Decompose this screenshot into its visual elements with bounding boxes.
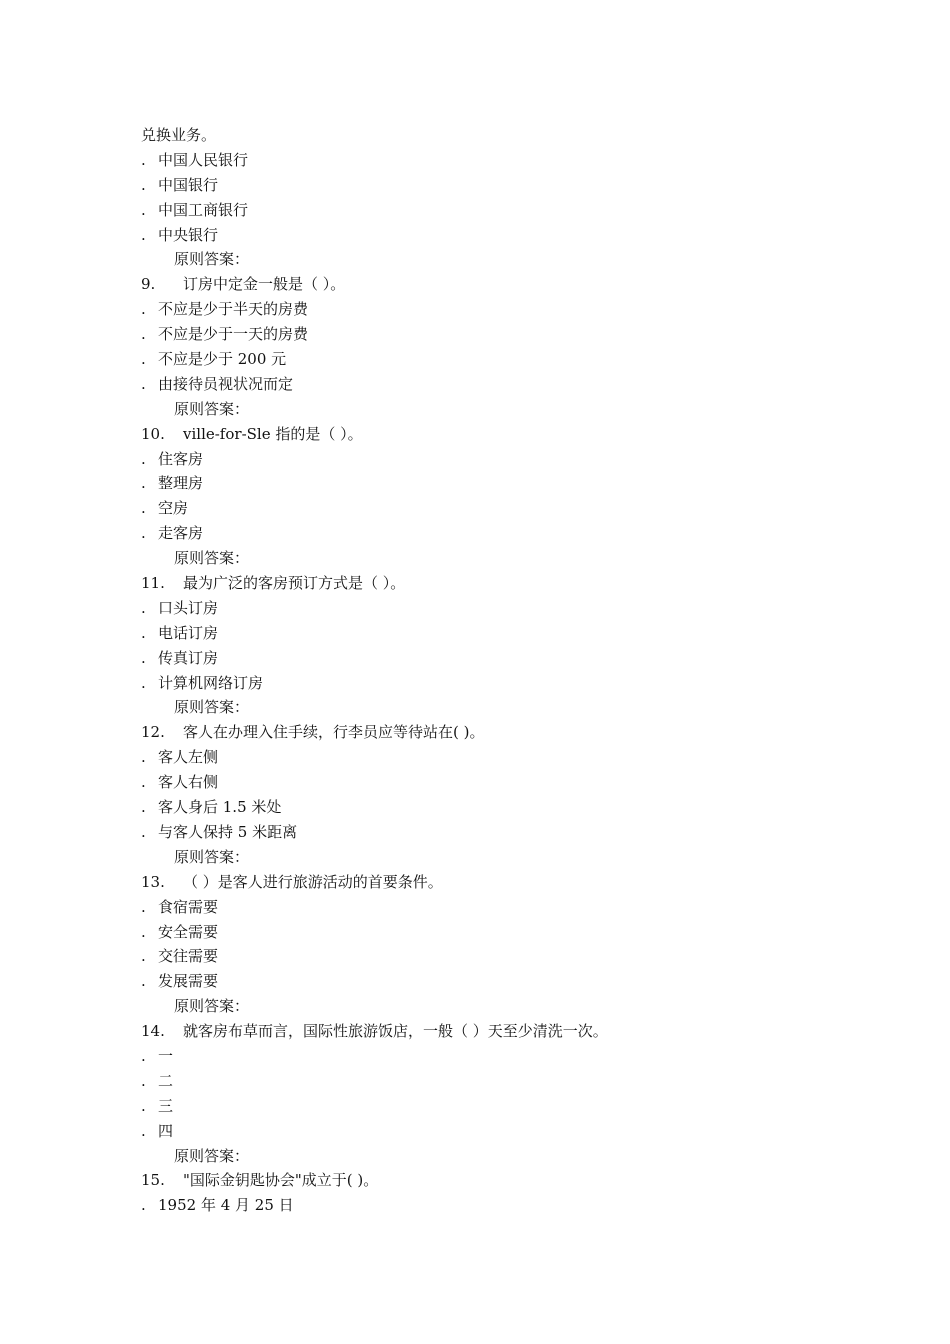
answer-option	[141, 795, 841, 820]
option-text: 走客房	[158, 524, 204, 543]
answer-option	[141, 1094, 841, 1119]
question-number: 11.	[141, 574, 165, 593]
option-bullet: .	[141, 524, 146, 543]
option-bullet: .	[141, 350, 146, 369]
question-10	[141, 422, 841, 447]
option-bullet: .	[141, 822, 146, 841]
option-text: 中国人民银行	[158, 150, 249, 169]
answer-option	[141, 447, 841, 472]
option-text: 四	[158, 1121, 174, 1140]
answer-option	[141, 347, 841, 372]
option-bullet: .	[141, 1046, 146, 1065]
answer-option	[141, 671, 841, 696]
standard-answer-label: 原则答案：	[174, 847, 250, 866]
option-bullet: .	[141, 499, 146, 518]
option-bullet: .	[141, 1196, 146, 1215]
answer-option	[141, 944, 841, 969]
option-text: 中央银行	[158, 225, 219, 244]
option-bullet: .	[141, 897, 146, 916]
option-bullet: .	[141, 449, 146, 468]
question-15	[141, 1168, 841, 1193]
option-text: 客人左侧	[158, 748, 219, 767]
option-bullet: .	[141, 225, 146, 244]
answer-option	[141, 496, 841, 521]
answer-option	[141, 1193, 841, 1218]
option-bullet: .	[141, 773, 146, 792]
question-text: "国际金钥匙协会"成立于( )。	[183, 1171, 379, 1190]
answer-option	[141, 770, 841, 795]
standard-answer-label: 原则答案：	[174, 997, 250, 1016]
standard-answer-label: 原则答案：	[174, 549, 250, 568]
option-text: 口头订房	[158, 598, 219, 617]
question-text: 最为广泛的客房预订方式是（ ）。	[183, 574, 406, 593]
option-text: 中国银行	[158, 175, 219, 194]
option-text: 电话订房	[158, 623, 219, 642]
option-text: 由接待员视状况而定	[158, 374, 294, 393]
option-bullet: .	[141, 623, 146, 642]
answer-option	[141, 297, 841, 322]
question-number: 14.	[141, 1022, 165, 1041]
question-number: 9.	[141, 275, 156, 294]
question-12	[141, 720, 841, 745]
option-text: 食宿需要	[158, 897, 219, 916]
option-bullet: .	[141, 374, 146, 393]
option-bullet: .	[141, 947, 146, 966]
answer-option	[141, 621, 841, 646]
option-bullet: .	[141, 1096, 146, 1115]
option-bullet: .	[141, 150, 146, 169]
answer-option	[141, 372, 841, 397]
answer-option	[141, 173, 841, 198]
option-bullet: .	[141, 175, 146, 194]
question-13	[141, 870, 841, 895]
answer-option	[141, 1069, 841, 1094]
answer-option	[141, 471, 841, 496]
answer-option	[141, 1044, 841, 1069]
answer-option	[141, 198, 841, 223]
option-bullet: .	[141, 598, 146, 617]
question-text: ville-for-Sle 指的是（ ）。	[183, 424, 363, 443]
answer-option	[141, 596, 841, 621]
option-text: 不应是少于半天的房费	[158, 300, 309, 319]
option-bullet: .	[141, 922, 146, 941]
answer-option	[141, 920, 841, 945]
option-bullet: .	[141, 648, 146, 667]
option-text: 发展需要	[158, 972, 219, 991]
answer-option	[141, 223, 841, 248]
option-bullet: .	[141, 1071, 146, 1090]
question-number: 10.	[141, 424, 165, 443]
answer-option	[141, 745, 841, 770]
question-text: 订房中定金一般是（ ）。	[183, 275, 346, 294]
question-number: 13.	[141, 872, 165, 891]
option-text: 三	[158, 1096, 174, 1115]
option-bullet: .	[141, 673, 146, 692]
option-text: 计算机网络订房	[158, 673, 264, 692]
question-number: 12.	[141, 723, 165, 742]
document-body	[141, 123, 841, 1218]
option-bullet: .	[141, 1121, 146, 1140]
option-text: 住客房	[158, 449, 204, 468]
option-bullet: .	[141, 200, 146, 219]
question-11	[141, 571, 841, 596]
answer-option	[141, 148, 841, 173]
option-text: 与客人保持 5 米距离	[158, 822, 298, 841]
answer-option	[141, 521, 841, 546]
answer-option	[141, 1119, 841, 1144]
question-14	[141, 1019, 841, 1044]
question-9	[141, 272, 841, 297]
option-text: 一	[158, 1046, 174, 1065]
answer-option	[141, 322, 841, 347]
option-bullet: .	[141, 972, 146, 991]
option-text: 安全需要	[158, 922, 219, 941]
option-bullet: .	[141, 325, 146, 344]
answer-option	[141, 646, 841, 671]
option-text: 不应是少于 200 元	[158, 350, 287, 369]
option-text: 中国工商银行	[158, 200, 249, 219]
standard-answer-label: 原则答案：	[174, 250, 250, 269]
option-text: 空房	[158, 499, 189, 518]
option-bullet: .	[141, 474, 146, 493]
option-text: 客人右侧	[158, 773, 219, 792]
option-text: 传真订房	[158, 648, 219, 667]
option-text: 交往需要	[158, 947, 219, 966]
option-bullet: .	[141, 300, 146, 319]
option-text: 整理房	[158, 474, 204, 493]
standard-answer-label: 原则答案：	[174, 698, 250, 717]
standard-answer-label: 原则答案：	[174, 399, 250, 418]
option-bullet: .	[141, 798, 146, 817]
intro-line: 兑换业务。	[141, 126, 217, 144]
answer-option	[141, 969, 841, 994]
question-text: 客人在办理入住手续，行李员应等待站在( )。	[183, 723, 485, 742]
option-text: 二	[158, 1071, 174, 1090]
answer-option	[141, 820, 841, 845]
standard-answer-label: 原则答案：	[174, 1146, 250, 1165]
option-text: 客人身后 1.5 米处	[158, 798, 282, 817]
option-text: 不应是少于一天的房费	[158, 325, 309, 344]
question-number: 15.	[141, 1171, 165, 1190]
question-text: 就客房布草而言，国际性旅游饭店，一般（ ）天至少清洗一次。	[183, 1022, 608, 1041]
question-text: （ ）是客人进行旅游活动的首要条件。	[183, 872, 443, 891]
answer-option	[141, 895, 841, 920]
option-text: 1952 年 4 月 25 日	[158, 1196, 294, 1215]
option-bullet: .	[141, 748, 146, 767]
